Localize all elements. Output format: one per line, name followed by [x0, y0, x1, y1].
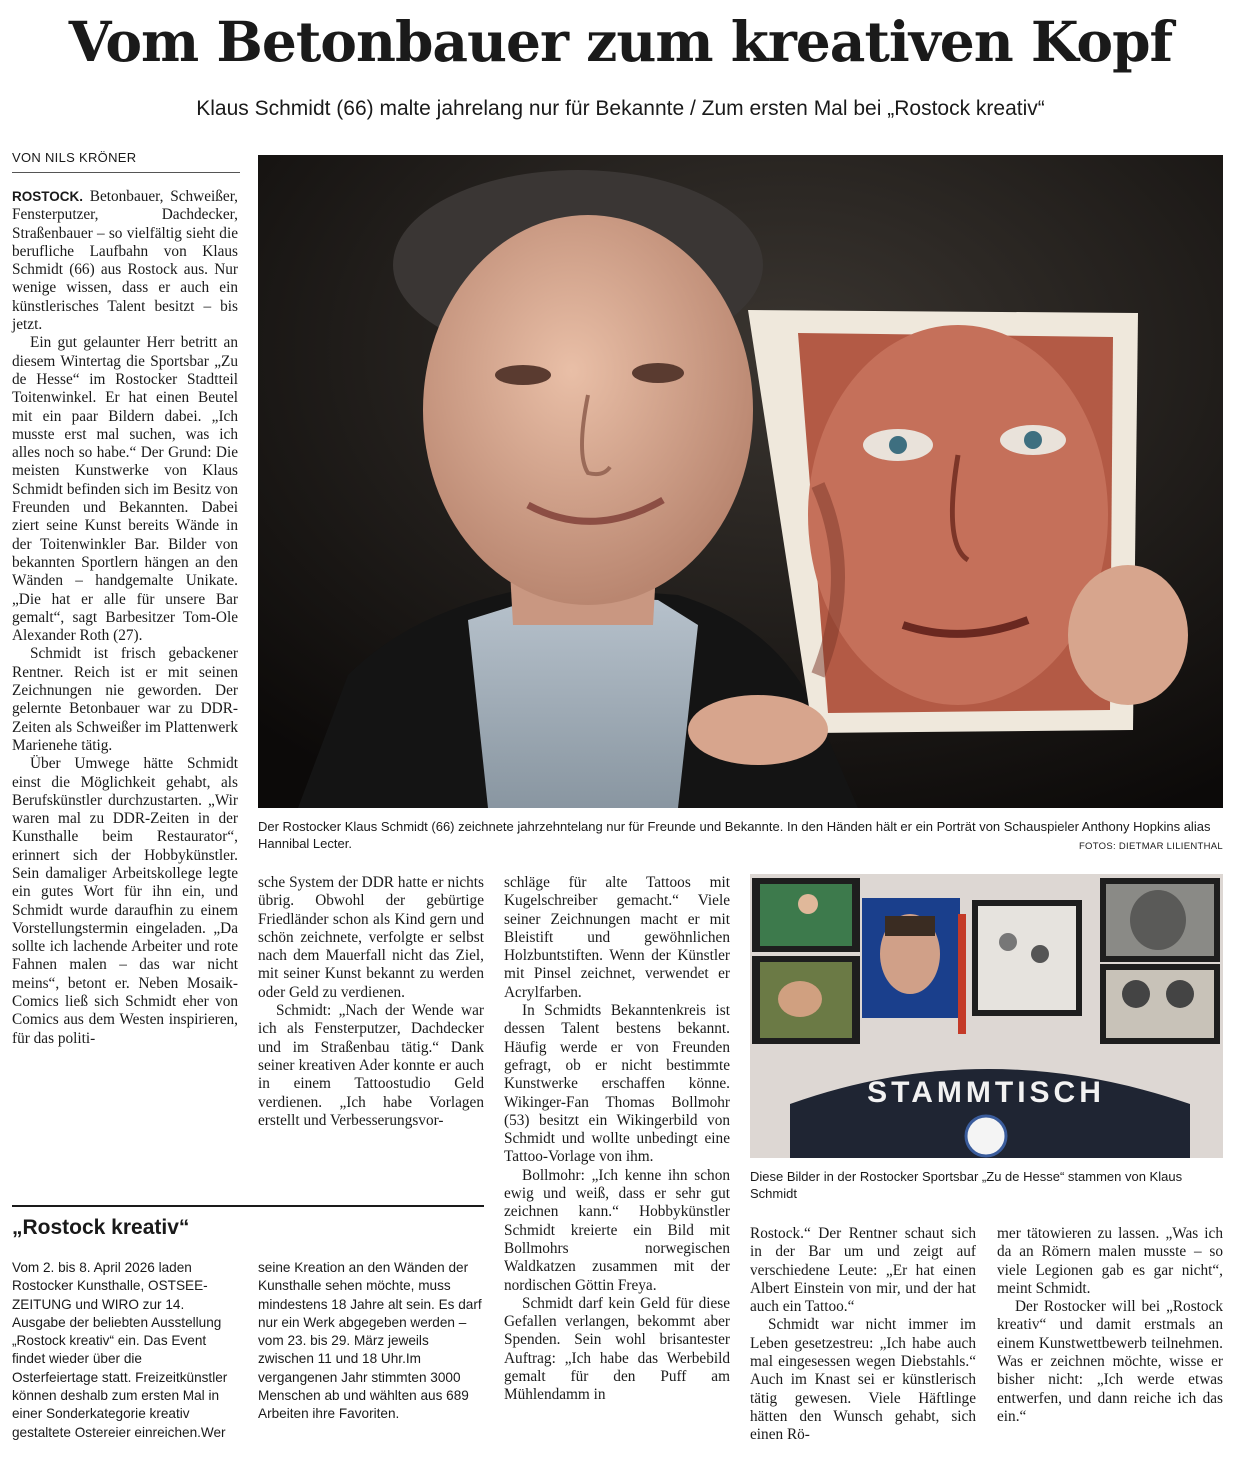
article-column-2: [258, 874, 484, 1130]
paragraph: Ein gut gelaunter Herr betritt an diesem Wintertag die Sportsbar „Zu de Hesse“ im Rostocker Stadtteil Toitenwinkel. Er hat einen Beutel mit ein paar Bildern dabei. „Ich musste erst mal suchen, was ich alles noch so habe.“ Der Grund: Die meisten Kunstwerke von Klaus Schmidt befinden sich im Besitz von Freunden und Bekannten. Dabei ziert seine Kunst bereits Wände in der Toitenwinkler Bar. Bilder von bekannten Sportlern hängen an den Wänden – handgemalte Unikate. „Die hat er alle für unsere Bar gemalt“, sagt Barbesitzer Tom-Ole Alexander Roth (27).: [12, 334, 238, 645]
paragraph: Über Umwege hätte Schmidt einst die Möglichkeit gehabt, als Berufskünstler durchzustarten. „Wir waren mal zu DDR-Zeiten in der Kunsthalle beim Restaurator“, erinnert sich der Hobbykünstler. Sein damaliger Arbeitskollege legte ein gutes Wort für ihn ein, und Schmidt wurde daraufhin zu einem Vorstellungstermin eingeladen. „Da sollte ich lachende Arbeiter und rote Fahnen malen – das war nicht meins“, betont er. Neben Mosaik-Comics ließ sich Schmidt eher von Comics aus dem Westen inspirieren, für das politi-: [12, 755, 238, 1047]
byline-rule: [12, 172, 240, 173]
article-column-4: [750, 1225, 976, 1445]
paragraph: [12, 188, 238, 334]
bar-pictures-photo: [750, 874, 1223, 1158]
paragraph: Schmidt darf kein Geld für diese Gefallen verlangen, bekommt aber Spenden. Sein wohl brisantester Auftrag: „Ich habe das Werbebild gemalt für den Puff am Mühlendamm in: [504, 1294, 730, 1404]
photo-caption-2: Diese Bilder in der Rostocker Sportsbar „Zu de Hesse“ stammen von Klaus Schmidt: [750, 1169, 1183, 1201]
info-box-column-1: [12, 1259, 230, 1442]
info-box-title: „Rostock kreativ“: [12, 1216, 190, 1239]
paragraph: schläge für alte Tattoos mit Kugelschreiber gemacht.“ Viele seiner Zeichnungen macht er mit Bleistift und gewöhnlichen Holzbuntstiften. Wenn der Künstler mit Pinsel zeichnet, verwendet er Acrylfarben.: [504, 874, 730, 1001]
paragraph: Rostock.“ Der Rentner schaut sich in der Bar um und zeigt auf verschiedene Leute: „Er hat einen Albert Einstein von mir, und der hat auch ein Tattoo.“: [750, 1225, 976, 1316]
photo-credit: FOTOS: DIETMAR LILIENTHAL: [1078, 841, 1223, 852]
paragraph: Schmidt war nicht immer im Leben gesetzestreu: „Ich habe auch mal eingesessen wegen Diebstahls.“ Auch im Knast sei er künstlerisch tätig gewesen. Viele Häftlinge hätten den Wunsch gehabt, sich einen Rö-: [750, 1316, 976, 1444]
article-column-5: [997, 1225, 1223, 1426]
photo-wall-artworks: [750, 874, 1223, 1158]
article-column-1: [12, 188, 238, 1048]
paragraph: mer tätowieren zu lassen. „Was ich da an Römern malen musste – so viele Legionen gab es gar nicht“, meint Schmidt.: [997, 1225, 1223, 1297]
info-box-text: Vom 2. bis 8. April 2026 laden Rostocker Kunsthalle, OSTSEE-ZEITUNG und WIRO zur 14. Ausgabe der beliebten Ausstellung „Rostock kreativ“ ein. Das Event findet wieder über die Osterfeiertage statt. Freizeitkünstler können deshalb zum ersten Mal in einer Sonderkategorie kreativ gestaltete Ostereier einreichen.Wer: [12, 1260, 228, 1440]
info-box-column-2: [258, 1259, 484, 1424]
subheadline: Klaus Schmidt (66) malte jahrelang nur für Bekannte / Zum ersten Mal bei „Rostock kreativ“: [196, 97, 1045, 120]
paragraph: Schmidt: „Nach der Wende war ich als Fensterputzer, Dachdecker und im Straßenbau tätig.“ Dank seiner kreativen Ader konnte er auch in einem Tattoostudio Geld verdienen. „Ich habe Vorlagen erstellt und Verbesserungsvor-: [258, 1002, 484, 1129]
info-box-text: seine Kreation an den Wänden der Kunsthalle sehen möchte, muss mindestens 18 Jahre alt sein. Es darf nur ein Werk abgegeben werden – vom 23. bis 29. März jeweils zwischen 11 und 18 Uhr.Im vergangenen Jahr stimmten 3000 Menschen ab und wählten aus 689 Arbeiten ihre Favoriten.: [258, 1260, 482, 1422]
paragraph-text: Betonbauer, Schweißer, Fensterputzer, Dachdecker, Straßenbauer – so vielfältig sieht die berufliche Laufbahn von Klaus Schmidt (66) aus Rostock aus. Nur wenige wissen, dass er auch ein künstlerisches Talent besitzt – bis jetzt.: [12, 188, 238, 334]
photo-klaus-schmidt-with-portrait: [258, 155, 1223, 808]
paragraph: sche System der DDR hatte er nichts übrig. Obwohl der gebürtige Friedländer schon als Kind gern und schön zeichnete, verfolgte er selbst nach dem Mauerfall nicht das Ziel, mit seiner Kunst bekannt zu werden oder Geld zu verdienen.: [258, 874, 484, 1001]
dateline: ROSTOCK.: [12, 189, 84, 204]
stammtisch-sign-text: STAMMTISCH: [867, 1076, 1105, 1109]
main-photo: [258, 155, 1223, 808]
paragraph: Bollmohr: „Ich kenne ihn schon ewig und weiß, dass er sehr gut zeichnen kann.“ Hobbykünstler Schmidt kreierte ein Bild mit Bollmohrs norwegischen Waldkatzen zusammen mit der nordischen Göttin Freya.: [504, 1166, 730, 1294]
paragraph: Schmidt ist frisch gebackener Rentner. Reich ist er mit seinen Zeichnungen nie geworden. Der gelernte Betonbauer war zu DDR-Zeiten als Schweißer im Plattenwerk Marienehe tätig.: [12, 645, 238, 754]
headline: Vom Betonbauer zum kreativen Kopf: [68, 9, 1173, 74]
paragraph: Der Rostocker will bei „Rostock kreativ“ und damit erstmals an einem Kunstwettbewerb teilnehmen. Was er zeichnen möchte, wisse er bisher nicht: „Ich werde etwas entwerfen, und dann reiche ich das ein.“: [997, 1298, 1223, 1425]
info-box-rule: [12, 1205, 484, 1207]
article-column-3: [504, 874, 730, 1405]
photo-caption: Der Rostocker Klaus Schmidt (66) zeichnete jahrzehntelang nur für Freunde und Bekannte. In den Händen hält er ein Porträt von Schauspieler Anthony Hopkins alias Hannibal Lecter.: [258, 819, 1211, 851]
byline: VON NILS KRÖNER: [12, 150, 137, 165]
paragraph: In Schmidts Bekanntenkreis ist dessen Talent bestens bekannt. Häufig werde er von Freunden gefragt, ob er nicht bestimmte Kunstwerke erschaffen könne. Wikinger-Fan Thomas Bollmohr (53) besitzt ein Wikingerbild von Schmidt und wollte unbedingt eine Tattoo-Vorlage von ihm.: [504, 1002, 730, 1166]
